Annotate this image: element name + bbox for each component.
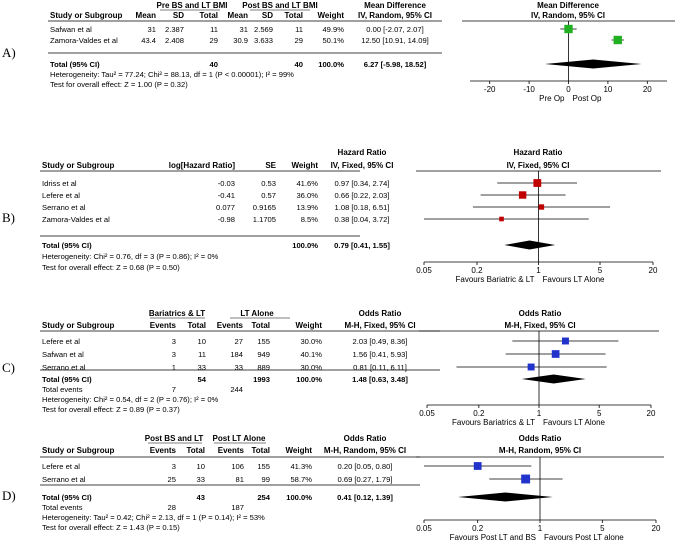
column-header: Total — [187, 321, 206, 330]
total-cell: 40 — [209, 60, 218, 69]
plot-subheader: IV, Fixed, 95% CI — [506, 161, 570, 170]
column-header: Events — [149, 321, 176, 330]
favours-right-label: Favours LT Alone — [542, 275, 605, 284]
study-cell: 33 — [197, 363, 206, 372]
study-weight: 13.9% — [296, 203, 318, 212]
favours-right-label: Post Op — [572, 94, 602, 103]
plot-header: Odds Ratio — [518, 434, 562, 443]
column-header: Total — [199, 11, 218, 20]
study-cell: 10 — [196, 462, 205, 471]
study-point-marker — [539, 204, 544, 209]
column-header: Total — [251, 446, 270, 455]
study-point-marker — [562, 338, 569, 345]
total-weight: 100.0% — [296, 375, 322, 384]
study-weight: 49.9% — [322, 25, 344, 34]
study-effect-ci: 0.00 [-2.07, 2.07] — [366, 25, 424, 34]
study-effect-ci: 12.50 [10.91, 14.09] — [361, 36, 429, 45]
favours-right-label: Favours LT Alone — [543, 418, 605, 427]
weight-column-header: Weight — [291, 161, 318, 170]
favours-left-label: Pre Op — [539, 94, 565, 103]
x-tick-label: 0 — [566, 85, 571, 94]
study-point-marker — [533, 179, 541, 187]
column-header: Mean — [135, 11, 156, 20]
study-name: Zamora-Valdes et al — [42, 215, 110, 224]
column-header: Events — [216, 321, 243, 330]
study-cell: 11 — [210, 25, 218, 34]
study-cell: 2.408 — [164, 36, 184, 45]
group1-header: Pre BS and LT BMI — [156, 1, 228, 10]
group1-header: Bariatrics & LT — [148, 309, 206, 318]
study-effect-ci: 1.08 [0.18, 6.51] — [334, 203, 390, 212]
weight-column-header: Weight — [295, 321, 322, 330]
column-header: SD — [261, 11, 273, 20]
study-point-marker — [521, 475, 530, 484]
total-effect-ci: 0.41 [0.12, 1.39] — [337, 493, 393, 502]
study-effect-ci: 0.81 [0.11, 6.11] — [353, 363, 407, 372]
study-cell: 3 — [171, 337, 176, 346]
study-column-header: Study or Subgroup — [42, 446, 115, 455]
plot-subheader: M-H, Random, 95% CI — [498, 446, 582, 455]
total-weight: 100.0% — [286, 493, 312, 502]
study-name: Idriss et al — [42, 179, 77, 188]
total-cell: 43 — [196, 493, 205, 502]
study-cell: 29 — [209, 36, 218, 45]
study-cell: 33 — [196, 475, 205, 484]
column-header: Events — [149, 446, 176, 455]
study-column-header: Study or Subgroup — [42, 161, 115, 170]
effect-header: Odds Ratio — [358, 309, 402, 318]
panel-label: B) — [2, 210, 15, 225]
study-cell: -0.03 — [217, 179, 235, 188]
study-name: Safwan et al — [42, 350, 84, 359]
study-effect-ci: 2.03 [0.49, 8.36] — [352, 337, 408, 346]
pooled-estimate-diamond — [504, 241, 555, 250]
total-events-label: Total events — [42, 503, 83, 512]
footnote: Heterogeneity: Chi² = 0.76, df = 3 (P = 0.86); I² = 0% — [42, 252, 219, 261]
study-cell: 11 — [198, 350, 206, 359]
study-cell: 30.9 — [233, 36, 248, 45]
study-name: Zamora-Valdes et al — [50, 36, 118, 45]
group2-header: Post BS and LT BMI — [242, 1, 318, 10]
study-cell: -0.41 — [217, 191, 235, 200]
study-weight: 36.0% — [296, 191, 318, 200]
study-cell: 3 — [171, 462, 176, 471]
total-cell: 54 — [197, 375, 206, 384]
x-tick-label: 20 — [648, 266, 658, 275]
plot-subheader: M-H, Fixed, 95% CI — [504, 321, 576, 330]
x-tick-label: 0.05 — [419, 409, 435, 418]
effect-subheader: M-H, Fixed, 95% CI — [344, 321, 416, 330]
study-point-marker — [564, 25, 572, 33]
x-tick-label: 5 — [600, 524, 605, 533]
column-header: Total — [284, 11, 303, 20]
footnote: Test for overall effect: Z = 0.89 (P = 0.37) — [42, 405, 180, 414]
total-events-group2: 244 — [230, 385, 243, 394]
study-weight: 50.1% — [322, 36, 344, 45]
effect-header: Odds Ratio — [343, 434, 387, 443]
column-header: SE — [265, 161, 276, 170]
group2-header: Post LT Alone — [212, 434, 266, 443]
study-weight: 30.0% — [300, 363, 322, 372]
study-effect-ci: 0.66 [0.22, 2.03] — [334, 191, 390, 200]
column-header: Total — [186, 446, 205, 455]
study-cell: 889 — [257, 363, 270, 372]
footnote: Test for overall effect: Z = 0.68 (P = 0.50) — [42, 263, 180, 272]
plot-header: Mean Difference — [537, 1, 599, 10]
column-header: SD — [172, 11, 184, 20]
x-tick-label: 1 — [536, 409, 542, 418]
study-cell: 3.633 — [253, 36, 273, 45]
total-cell: 254 — [257, 493, 270, 502]
study-point-marker — [552, 350, 560, 358]
study-column-header: Study or Subgroup — [42, 321, 115, 330]
panel-label: C) — [2, 360, 15, 375]
total-effect-ci: 6.27 [-5.98, 18.52] — [363, 60, 427, 69]
favours-right-label: Favours Post LT alone — [544, 533, 624, 542]
x-tick-label: 5 — [596, 409, 602, 418]
x-tick-label: 1 — [536, 266, 541, 275]
x-tick-label: 20 — [646, 409, 656, 418]
x-tick-label: 0.2 — [473, 409, 485, 418]
study-cell: 10 — [197, 337, 206, 346]
study-effect-ci: 0.97 [0.34, 2.74] — [334, 179, 390, 188]
pooled-estimate-diamond — [522, 375, 586, 384]
total-label: Total (95% CI) — [42, 375, 92, 384]
study-weight: 8.5% — [300, 215, 318, 224]
study-name: Safwan et al — [50, 25, 92, 34]
study-effect-ci: 0.38 [0.04, 3.72] — [334, 215, 390, 224]
study-point-marker — [474, 462, 482, 470]
study-name: Lefere et al — [42, 337, 80, 346]
study-cell: 3 — [171, 350, 176, 359]
total-cell: 1993 — [253, 375, 270, 384]
study-cell: 99 — [261, 475, 270, 484]
column-header: log[Hazard Ratio] — [168, 161, 235, 170]
study-point-marker — [614, 36, 622, 44]
plot-subheader: IV, Random, 95% CI — [531, 11, 605, 20]
group1-header: Post BS and LT — [144, 434, 204, 443]
study-cell: 43.4 — [141, 36, 156, 45]
study-cell: 27 — [234, 337, 243, 346]
panel-label: D) — [2, 488, 16, 503]
total-events-group1: 28 — [167, 503, 176, 512]
study-name: Lefere et al — [42, 191, 80, 200]
x-tick-label: 5 — [597, 266, 603, 275]
study-point-marker — [528, 364, 535, 371]
pooled-estimate-diamond — [458, 493, 553, 502]
total-effect-ci: 0.79 [0.41, 1.55] — [334, 241, 390, 250]
footnote: Heterogeneity: Tau² = 0.42; Chi² = 2.13, df = 1 (P = 0.14); I² = 53% — [42, 513, 265, 522]
x-tick-label: 0.05 — [416, 524, 432, 533]
group2-header: LT Alone — [240, 309, 274, 318]
study-cell: 0.57 — [261, 191, 276, 200]
total-events-label: Total events — [42, 385, 83, 394]
x-tick-label: 1 — [537, 524, 543, 533]
total-label: Total (95% CI) — [42, 493, 92, 502]
study-cell: 0.9165 — [252, 203, 276, 212]
study-name: Serrano et al — [42, 363, 86, 372]
total-weight: 100.0% — [318, 60, 344, 69]
study-cell: 81 — [235, 475, 244, 484]
favours-left-label: Favours Post LT and BS — [449, 533, 536, 542]
study-cell: 949 — [257, 350, 270, 359]
column-header: Mean — [227, 11, 248, 20]
column-header: Total — [251, 321, 270, 330]
total-cell: 40 — [294, 60, 303, 69]
study-column-header: Study or Subgroup — [50, 11, 123, 20]
study-cell: 106 — [231, 462, 244, 471]
x-tick-label: -10 — [523, 85, 535, 94]
study-effect-ci: 1.56 [0.41, 5.93] — [352, 350, 408, 359]
effect-subheader: IV, Random, 95% CI — [358, 11, 432, 20]
plot-header: Hazard Ratio — [513, 148, 563, 157]
study-cell: 2.387 — [164, 25, 184, 34]
study-cell: 1 — [171, 363, 176, 372]
study-effect-ci: 0.20 [0.05, 0.80] — [337, 462, 393, 471]
pooled-estimate-diamond — [545, 60, 642, 69]
total-events-group1: 7 — [171, 385, 176, 394]
study-cell: 31 — [239, 25, 248, 34]
column-header: Events — [217, 446, 244, 455]
total-label: Total (95% CI) — [50, 60, 100, 69]
x-tick-label: 20 — [642, 85, 652, 94]
x-tick-label: 0.2 — [472, 524, 484, 533]
study-effect-ci: 0.69 [0.27, 1.79] — [337, 475, 393, 484]
footnote: Test for overall effect: Z = 1.00 (P = 0.32) — [50, 80, 188, 89]
effect-header: Mean Difference — [364, 1, 426, 10]
weight-column-header: Weight — [317, 11, 344, 20]
study-cell: 2.569 — [253, 25, 273, 34]
study-cell: 33 — [234, 363, 243, 372]
total-weight: 100.0% — [292, 241, 318, 250]
study-cell: 184 — [230, 350, 243, 359]
footnote: Heterogeneity: Tau² = 77.24; Chi² = 88.13, df = 1 (P < 0.00001); I² = 99% — [50, 70, 294, 79]
study-weight: 30.0% — [300, 337, 322, 346]
study-cell: 0.077 — [215, 203, 235, 212]
plot-header: Odds Ratio — [518, 309, 562, 318]
study-weight: 58.7% — [290, 475, 312, 484]
weight-column-header: Weight — [285, 446, 312, 455]
total-label: Total (95% CI) — [42, 241, 92, 250]
favours-left-label: Favours Bariatric & LT — [455, 275, 535, 284]
study-cell: 11 — [295, 25, 303, 34]
effect-subheader: IV, Fixed, 95% CI — [330, 161, 394, 170]
footnote: Test for overall effect: Z = 1.43 (P = 0.15) — [42, 523, 180, 532]
study-name: Serrano et al — [42, 475, 86, 484]
study-cell: -0.98 — [217, 215, 235, 224]
panel-label: A) — [2, 45, 16, 60]
effect-header: Hazard Ratio — [337, 148, 387, 157]
total-effect-ci: 1.48 [0.63, 3.48] — [352, 375, 408, 384]
study-weight: 41.6% — [296, 179, 318, 188]
study-cell: 1.1705 — [252, 215, 276, 224]
x-tick-label: 20 — [651, 524, 661, 533]
total-events-group2: 187 — [231, 503, 244, 512]
study-cell: 155 — [257, 337, 270, 346]
favours-left-label: Favours Bariatrics & LT — [452, 418, 535, 427]
x-tick-label: 10 — [603, 85, 613, 94]
effect-subheader: M-H, Random, 95% CI — [323, 446, 407, 455]
study-point-marker — [519, 191, 526, 198]
study-cell: 155 — [257, 462, 270, 471]
study-name: Serrano et al — [42, 203, 86, 212]
x-tick-label: 0.05 — [416, 266, 432, 275]
x-tick-label: 0.2 — [471, 266, 483, 275]
study-cell: 29 — [294, 36, 303, 45]
study-name: Lefere et al — [42, 462, 80, 471]
study-weight: 41.3% — [290, 462, 312, 471]
study-cell: 25 — [167, 475, 176, 484]
study-cell: 31 — [147, 25, 156, 34]
study-point-marker — [499, 217, 504, 222]
study-weight: 40.1% — [300, 350, 322, 359]
x-tick-label: -20 — [483, 85, 496, 94]
study-cell: 0.53 — [261, 179, 276, 188]
footnote: Heterogeneity: Chi² = 0.54, df = 2 (P = 0.76); I² = 0% — [42, 395, 219, 404]
